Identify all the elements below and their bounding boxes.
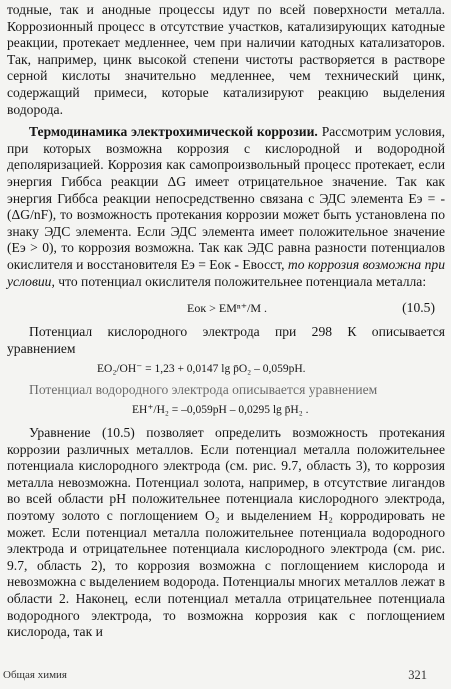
equation-oxygen-electrode: EO₂/OH⁻ = 1,23 + 0,0147 lg p̄O₂ – 0,059pH. — [97, 363, 306, 376]
equation-10-5 — [7, 294, 445, 322]
paragraph-thermodynamics-end: что потенциал окислителя положительнее потенциала металла: — [58, 273, 427, 289]
italic-condition: то коррозия возможна при условии, — [7, 256, 445, 289]
page-footer — [0, 667, 451, 685]
page-number: 321 — [408, 668, 427, 682]
page-body — [7, 2, 445, 641]
section-heading: Термодинамика электрохимической коррозии. — [29, 124, 318, 140]
paragraph-thermodynamics-text: Рассмотрим условия, при которых возможна коррозия с кислородной и водородной деполяризацией. Коррозия как самопроизвольный процесс протекает, если энергия Гиббса реакции ΔG имеет отрицательное значение. Так как энергия Гиббса реакции непосредственно связана с ЭДС элемента Eэ = -(ΔG/nF), то возможность протекания коррозии может быть установлена по знаку ЭДС элемента. Если ЭДС элемента имеет положительное значение (Eэ > 0), то коррозия возможна. Так как ЭДС равна разности потенциалов окислителя и восстановителя Eэ = Eок - Eвосст, — [7, 124, 445, 272]
paragraph-thermodynamics — [7, 124, 445, 290]
running-footer-title: Общая химия — [3, 669, 67, 681]
equation-hydrogen-electrode: EH⁺/H₂ = –0,059pH – 0,0295 lg p̄H₂ . — [132, 404, 309, 417]
equation-number: (10.5) — [402, 300, 435, 316]
paragraph-corrosion-possibility: Уравнение (10.5) позволяет определить возможность протекания коррозии различных металлов. Если потенциал металла положительнее потенциала кислородного электрода (см. рис. 9.7, область 3), то коррозия металла невозможна. Потенциал золота, например, в отсутствие лигандов во всей области pH положительнее потенциала кислородного электрода, поэтому золото с поглощением O₂ и выделением H₂ корродировать не может. Если потенциал металла положительнее потенциала водородного электрода и отрицательнее потенциала кислородного электрода (см. рис. 9.7, область 2), то коррозия возможна с поглощением кислорода и невозможна с выделением водорода. Потенциалы многих металлов лежат в области 2. Наконец, если потенциал металла отрицательнее потенциала водородного электрода, то возможна коррозия как с поглощением кислорода, так и — [7, 425, 445, 640]
paragraph-hydrogen-electrode: Потенциал водородного электрода описывается уравнением — [29, 381, 378, 397]
paragraph-oxygen-electrode: Потенциал кислородного электрода при 298 К описывается уравнением — [7, 324, 445, 356]
equation-10-5-formula: Eок > EMⁿ⁺/M . — [187, 301, 268, 316]
paragraph-corrosion-process: тодные, так и анодные процессы идут по всей поверхности металла. Коррозионный процесс в отсутствие участков, катализирующих катодные реакции, протекает медленнее, чем при наличии катодных катализаторов. Так, например, цинк высокой степени чистоты растворяется в растворе серной кислоты значительно медленнее, чем технический цинк, содержащий примеси, которые катализируют реакцию выделения водорода. — [7, 2, 445, 117]
